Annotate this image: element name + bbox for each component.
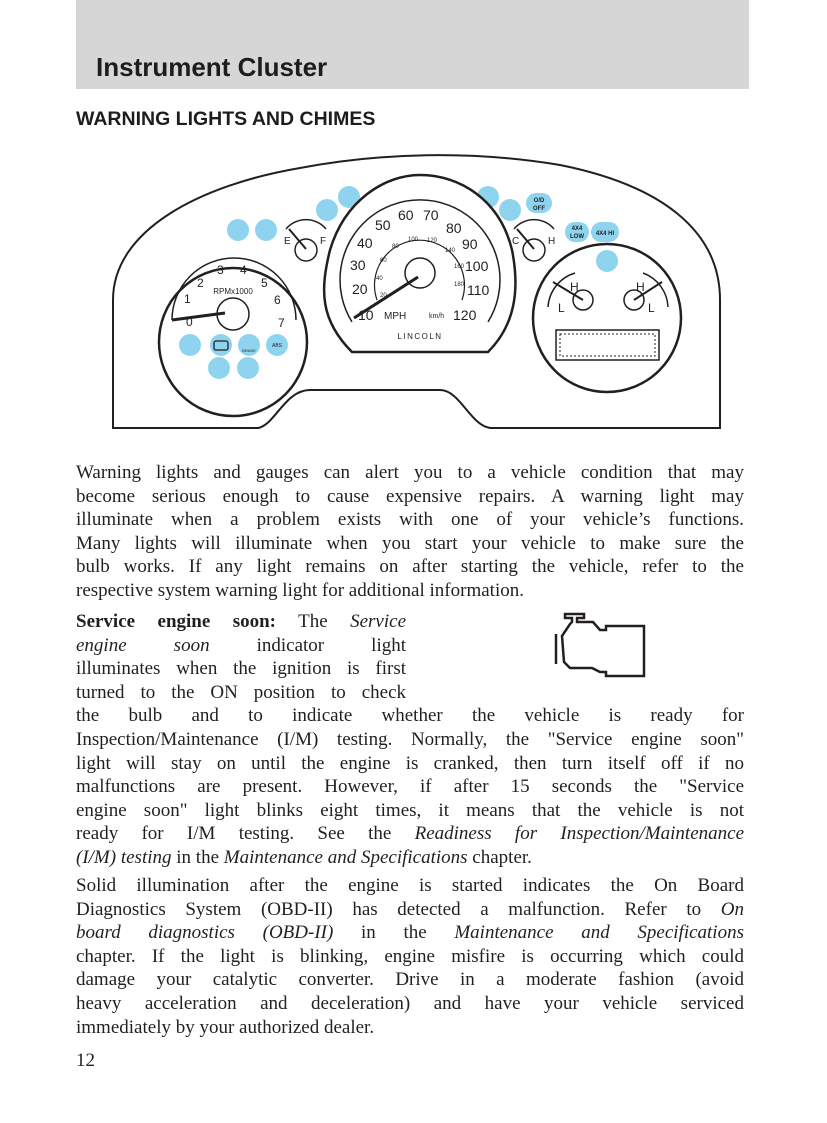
text-segment: malfunctions are present. However, if after 15 seconds the "Service <box>76 776 744 798</box>
voltmeter-low: L <box>558 301 565 315</box>
kmh-tick: 20 <box>380 293 387 299</box>
tach-tick: 7 <box>278 316 285 330</box>
mph-tick: 10 <box>358 307 374 323</box>
text-segment: Solid illumination after the engine is started indicates the On Board <box>76 875 744 896</box>
text-segment: in the <box>171 846 224 868</box>
text-segment: chapter. If the light is blinking, engine misfire is occurring which could <box>76 945 744 967</box>
text-segment: Service <box>350 611 406 632</box>
mph-tick: 80 <box>446 220 462 236</box>
chapter-title: Instrument Cluster <box>96 52 328 82</box>
svg-text:C: C <box>512 236 520 247</box>
text-line <box>76 968 744 992</box>
text-segment: illuminate when a problem exists with one of your vehicle’s functions. <box>76 509 744 531</box>
mph-tick: 40 <box>357 235 373 251</box>
mph-tick: 70 <box>423 207 439 223</box>
abs-label: ABS <box>271 343 283 349</box>
svg-text:4X4 HI: 4X4 HI <box>595 231 615 237</box>
text-segment: immediately by your authorized dealer. <box>76 1016 375 1038</box>
svg-text:LOW: LOW <box>570 234 584 240</box>
text-line <box>76 704 744 728</box>
text-line <box>76 898 744 922</box>
body-paragraph <box>76 610 744 870</box>
voltmeter-high: H <box>570 280 579 294</box>
fuel-gauge <box>284 220 326 261</box>
oil-high: H <box>636 280 645 294</box>
text-line <box>76 874 744 898</box>
brand-logo: LINCOLN <box>397 332 443 341</box>
tach-tick: 0 <box>186 315 193 329</box>
text-line <box>76 1016 744 1040</box>
text-segment: The <box>276 611 351 632</box>
mph-tick: 120 <box>453 307 477 323</box>
tach-tick: 1 <box>184 292 191 306</box>
mph-tick: 50 <box>375 217 391 233</box>
seatbelt-passenger-icon <box>255 219 277 241</box>
airbag-warning-icon <box>179 334 201 356</box>
instrument-cluster-illustration <box>0 0 827 450</box>
text-line <box>76 992 744 1016</box>
body-paragraph <box>76 874 744 1039</box>
text-segment: damage your catalytic converter. Drive in a moderate fashion (avoid <box>76 969 744 991</box>
text-line <box>76 681 406 705</box>
kmh-tick: 140 <box>445 248 456 254</box>
text-segment: light will stay on until the engine is cranked, then turn itself off if no <box>76 752 744 774</box>
text-segment: (I/M) testing <box>76 846 172 868</box>
run-in-heading: Service engine soon: <box>76 611 277 632</box>
text-segment: Inspection/Maintenance (I/M) testing. Normally, the "Service engine soon" <box>76 728 744 750</box>
text-segment: respective system warning light for additional information. <box>76 579 524 601</box>
svg-text:E: E <box>284 236 291 247</box>
tach-tick: 6 <box>274 293 281 307</box>
text-segment: Maintenance and Specifications <box>223 846 468 868</box>
text-line <box>76 555 744 579</box>
page-number: 12 <box>76 1050 95 1071</box>
text-segment: become serious enough to cause expensive repairs. A warning light may <box>76 485 744 507</box>
text-segment: On <box>720 898 744 920</box>
tach-tick: 5 <box>261 276 268 290</box>
text-segment: Maintenance and Specifications <box>454 922 744 944</box>
tachometer <box>159 258 307 416</box>
text-line <box>76 921 744 945</box>
text-segment: turned to the ON position to check <box>76 681 406 703</box>
svg-text:OFF: OFF <box>533 206 545 212</box>
kmh-tick: 180 <box>454 282 465 288</box>
text-segment: ready for I/M testing. See the <box>76 823 415 845</box>
text-line <box>76 799 744 823</box>
kmh-tick: 60 <box>380 258 387 264</box>
mph-tick: 90 <box>462 236 478 252</box>
mph-tick: 110 <box>467 282 490 298</box>
battery-warning-icon <box>227 219 249 241</box>
text-line <box>76 610 406 634</box>
temperature-gauge <box>512 220 555 261</box>
section-title: WARNING LIGHTS AND CHIMES <box>76 108 376 130</box>
text-segment: Many lights will illuminate when you start your vehicle to make sure the <box>76 532 744 554</box>
text-segment: engine soon" light blinks eight times, it means that the vehicle is not <box>76 799 744 821</box>
tire-pressure-icon <box>237 357 259 379</box>
kmh-tick: 40 <box>376 276 383 282</box>
text-segment: in the <box>333 922 455 944</box>
text-line <box>76 485 744 509</box>
text-segment: Readiness for Inspection/Maintenance <box>414 823 744 845</box>
text-line <box>76 822 744 846</box>
text-line <box>76 532 744 556</box>
text-segment: indicator light <box>209 634 406 656</box>
text-segment: bulb works. If any light remains on after starting the vehicle, refer to the <box>76 556 744 578</box>
kmh-label: km/h <box>429 313 445 320</box>
svg-text:F: F <box>320 236 327 247</box>
text-line <box>76 634 406 658</box>
kmh-tick: 80 <box>392 244 399 250</box>
text-line <box>76 657 406 681</box>
text-line <box>76 728 744 752</box>
text-segment: board diagnostics (OBD-II) <box>76 922 334 944</box>
kmh-tick: 160 <box>454 264 465 270</box>
right-turn-signal-icon <box>499 199 521 221</box>
auxiliary-gauges <box>533 244 681 392</box>
mph-tick: 100 <box>465 258 489 274</box>
text-line <box>76 579 744 603</box>
tach-tick: 2 <box>197 276 204 290</box>
tach-tick: 3 <box>217 263 224 277</box>
text-segment: Warning lights and gauges can alert you to a vehicle condition that may <box>76 462 744 483</box>
svg-text:O/D: O/D <box>533 198 545 204</box>
kmh-tick: 120 <box>427 238 438 244</box>
tach-tick: 4 <box>240 263 247 277</box>
kmh-tick: 100 <box>408 237 419 243</box>
oil-low: L <box>648 301 655 315</box>
mph-tick: 30 <box>350 257 366 273</box>
mph-label: MPH <box>384 311 407 322</box>
svg-text:H: H <box>548 236 556 247</box>
tach-label: RPMx1000 <box>213 287 253 296</box>
text-segment: Diagnostics System (OBD-II) has detected a malfunction. Refer to <box>76 898 721 920</box>
check-engine-icon <box>210 334 232 356</box>
text-segment: heavy acceleration and deceleration) and have your vehicle serviced <box>76 992 744 1014</box>
svg-text:4X4: 4X4 <box>571 226 583 232</box>
brake-label: BRAKE <box>242 348 256 353</box>
text-segment: chapter. <box>467 846 532 868</box>
traction-control-icon <box>208 357 230 379</box>
left-turn-signal-icon <box>316 199 338 221</box>
text-segment: illuminates when the ignition is first <box>76 658 406 680</box>
text-line <box>76 461 744 485</box>
text-line <box>76 945 744 969</box>
text-line <box>76 846 744 870</box>
mph-tick: 20 <box>352 281 368 297</box>
text-segment: engine soon <box>76 634 210 656</box>
text-segment: the bulb and to indicate whether the vehicle is ready for <box>76 705 744 727</box>
mph-tick: 60 <box>398 207 414 223</box>
text-line <box>76 752 744 776</box>
body-paragraph <box>76 461 744 603</box>
text-line <box>76 775 744 799</box>
text-line <box>76 508 744 532</box>
